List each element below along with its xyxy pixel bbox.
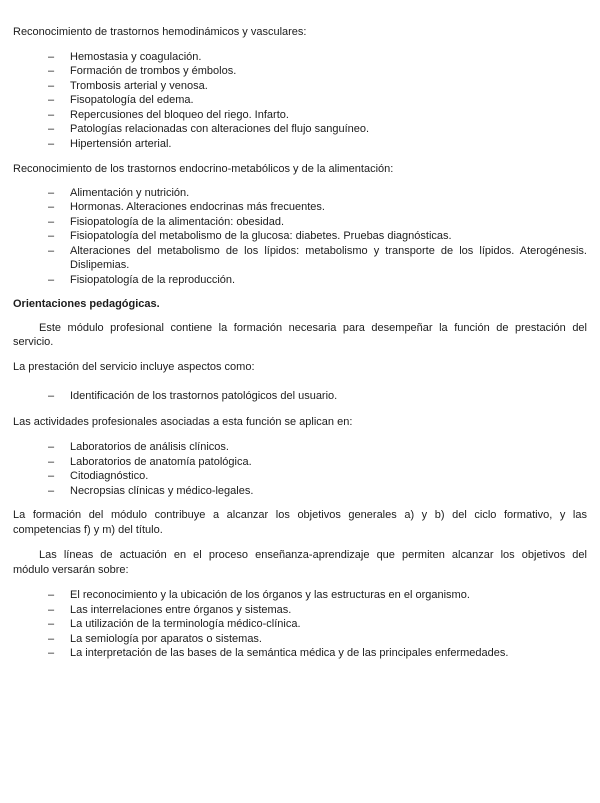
- bullet-dash: –: [48, 618, 55, 630]
- list-item-text: Patologías relacionadas con alteraciones del flujo sanguíneo.: [70, 123, 370, 135]
- bullet-dash: –: [48, 390, 55, 402]
- bullet-list-lineas: [13, 588, 587, 661]
- list-item-text: Hormonas. Alteraciones endocrinas más frecuentes.: [70, 201, 325, 213]
- list-item-text: Citodiagnóstico.: [70, 470, 149, 482]
- bullet-dash: –: [48, 230, 55, 242]
- bullet-dash: –: [48, 50, 55, 63]
- list-item-text: Necropsias clínicas y médico-legales.: [70, 484, 254, 497]
- paragraph-formacion-modulo: [13, 508, 587, 537]
- bullet-dash: –: [48, 484, 55, 497]
- list-item-text: Fisiopatología de la reproducción.: [70, 273, 236, 286]
- list-item: [13, 603, 587, 618]
- list-item: [13, 229, 587, 244]
- list-item: [13, 440, 587, 455]
- bullet-dash: –: [48, 137, 55, 150]
- bullet-dash: –: [48, 441, 55, 453]
- list-item: [13, 64, 587, 79]
- list-item-text: [70, 244, 587, 273]
- list-item: [13, 200, 587, 215]
- bullet-list-prestacion: [13, 389, 587, 404]
- bullet-dash: –: [48, 186, 55, 199]
- paragraph-modulo-profesional: [13, 321, 587, 350]
- list-item-text: Alimentación y nutrición.: [70, 186, 190, 199]
- paragraph-line-1: Las líneas de actuación en el proceso enseñanza-aprendizaje que permiten alcanzar los objetivos del: [39, 549, 587, 561]
- bullet-dash: –: [48, 79, 55, 92]
- list-item: [13, 50, 587, 65]
- bullet-dash: –: [48, 108, 55, 121]
- paragraph-line-1: La formación del módulo contribuye a alcanzar los objetivos generales a) y b) del ciclo formativo, y las: [13, 509, 587, 521]
- list-item: [13, 484, 587, 499]
- list-item: [13, 646, 587, 661]
- bullet-list-actividades: [13, 440, 587, 498]
- bullet-dash: –: [48, 215, 55, 228]
- list-item: [13, 273, 587, 288]
- section-heading-trastornos-hemodinamicos: Reconocimiento de trastornos hemodinámicos y vasculares:: [13, 26, 307, 38]
- list-item-text: La utilización de la terminología médico-clínica.: [70, 618, 301, 630]
- list-item: [13, 244, 587, 273]
- list-item-text: Hipertensión arterial.: [70, 137, 172, 150]
- paragraph-line-2: servicio.: [13, 336, 54, 348]
- list-item: [13, 93, 587, 108]
- list-item-text: Repercusiones del bloqueo del riego. Infarto.: [70, 108, 289, 121]
- list-item-text: Identificación de los trastornos patológicos del usuario.: [70, 390, 338, 402]
- bullet-dash: –: [48, 94, 55, 106]
- list-item: [13, 79, 587, 94]
- bullet-dash: –: [48, 647, 55, 659]
- wrapped-line-1: Alteraciones del metabolismo de los lípidos: metabolismo y transporte de los lípidos. Aterogénesis.: [70, 244, 587, 257]
- bullet-dash: –: [48, 201, 55, 213]
- paragraph-prestacion-servicio: La prestación del servicio incluye aspectos como:: [13, 360, 255, 373]
- bullet-dash: –: [48, 273, 55, 286]
- paragraph-line-2: competencias f) y m) del título.: [13, 523, 163, 536]
- list-item-text: Las interrelaciones entre órganos y sistemas.: [70, 603, 292, 616]
- list-item: [13, 469, 587, 484]
- list-item: [13, 137, 587, 152]
- list-item: [13, 455, 587, 470]
- list-item-text: El reconocimiento y la ubicación de los órganos y las estructuras en el organismo.: [70, 589, 470, 601]
- wrapped-line-2: Dislipemias.: [70, 259, 130, 271]
- list-item: [13, 122, 587, 137]
- list-item-text: La semiología por aparatos o sistemas.: [70, 632, 262, 645]
- list-item: [13, 108, 587, 123]
- list-item: [13, 617, 587, 632]
- bullet-dash: –: [48, 589, 55, 601]
- paragraph-lineas-actuacion: [13, 548, 587, 577]
- bullet-dash: –: [48, 65, 55, 77]
- list-item: [13, 215, 587, 230]
- bullet-dash: –: [48, 455, 55, 468]
- bullet-dash: –: [48, 123, 55, 135]
- list-item-text: Formación de trombos y émbolos.: [70, 65, 237, 77]
- list-item-text: Hemostasia y coagulación.: [70, 50, 202, 63]
- list-item-text: Fisiopatología del metabolismo de la glucosa: diabetes. Pruebas diagnósticas.: [70, 230, 452, 242]
- paragraph-line-1: Este módulo profesional contiene la formación necesaria para desempeñar la función de prestación del: [39, 321, 587, 334]
- heading-orientaciones-pedagogicas: Orientaciones pedagógicas.: [13, 298, 160, 310]
- list-item-text: Fisiopatología de la alimentación: obesidad.: [70, 215, 285, 228]
- list-item-text: Fisopatología del edema.: [70, 94, 194, 106]
- paragraph-actividades-profesionales: Las actividades profesionales asociadas a esta función se aplican en:: [13, 415, 353, 428]
- list-item: [13, 588, 587, 603]
- bullet-list-endocrino: [13, 186, 587, 288]
- list-item-text: Laboratorios de análisis clínicos.: [70, 441, 229, 453]
- list-item-text: La interpretación de las bases de la semántica médica y de las principales enfermedades.: [70, 647, 509, 659]
- bullet-dash: –: [48, 632, 55, 645]
- list-item: [13, 389, 587, 404]
- bullet-list-hemodinamicos: [13, 50, 587, 152]
- paragraph-line-2: módulo versarán sobre:: [13, 563, 129, 576]
- list-item: [13, 632, 587, 647]
- bullet-dash: –: [48, 603, 55, 616]
- bullet-dash: –: [48, 244, 55, 257]
- section-heading-endocrino-metabolicos: Reconocimiento de los trastornos endocrino-metabólicos y de la alimentación:: [13, 163, 394, 175]
- list-item-text: Laboratorios de anatomía patológica.: [70, 455, 252, 468]
- bullet-dash: –: [48, 470, 55, 482]
- list-item-text: Trombosis arterial y venosa.: [70, 79, 208, 92]
- list-item: [13, 186, 587, 201]
